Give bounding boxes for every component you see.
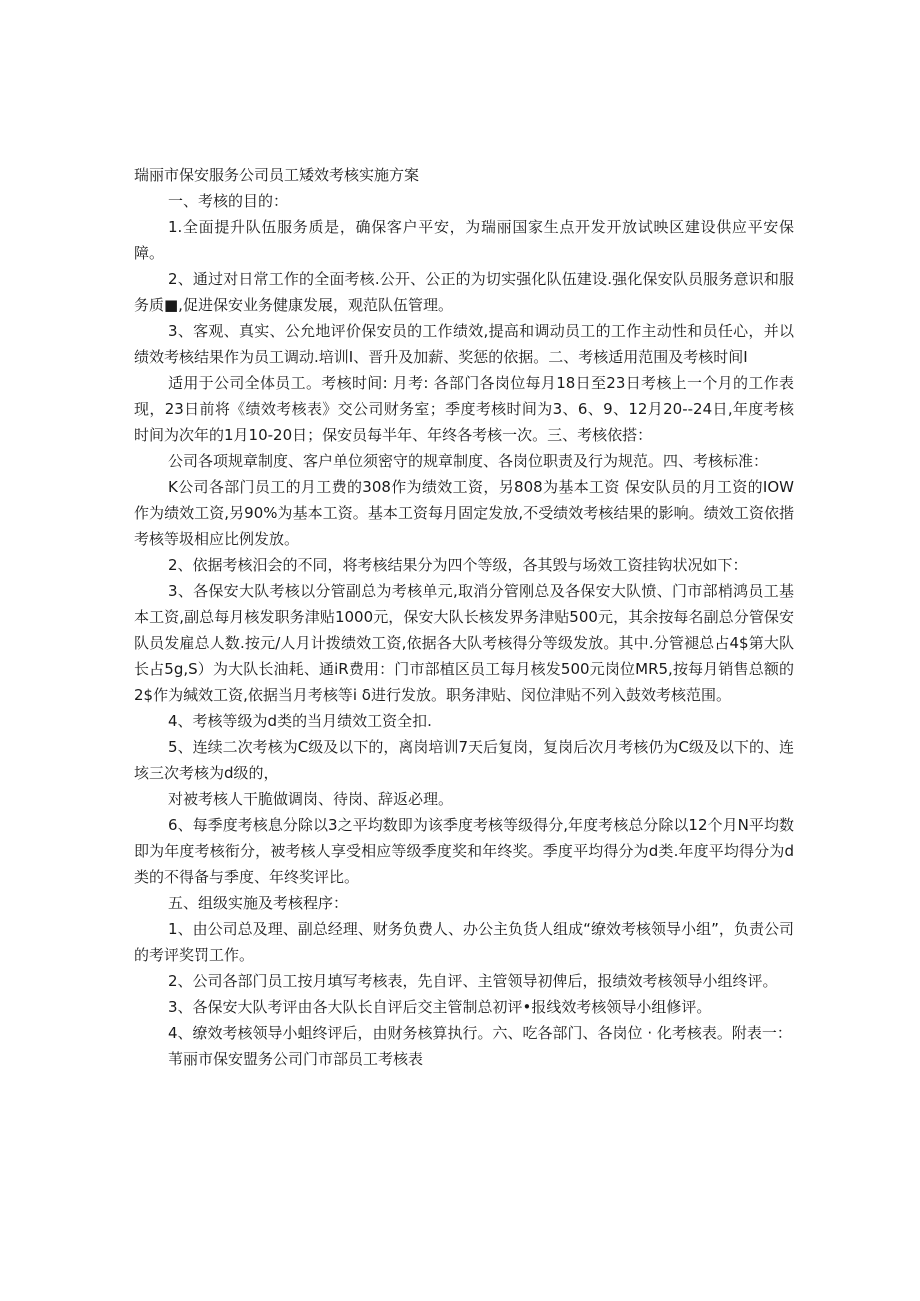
appendix-table-title: 苇丽市保安盟务公司门市部员工考核表 — [168, 1050, 424, 1068]
paragraph-standard-1: K公司各部门员工的月工费的308作为绩效工资，另808为基本工资 保安队员的月工资的IOW作为绩效工资,另90%为基本工资。基本工资每月固定发放,不受绩效考核结果的影响。绩效工资依揩考核等圾相应比例发放。 — [134, 478, 794, 548]
paragraph-standard-5-continued: 对被考核人干脆做调岗、待岗、辞返必理。 — [168, 790, 454, 808]
paragraph-purpose-1: 1.全面提升队伍服务质是，确保客户平安，为瑞丽国家生点开发开放试映区建设供应平安保障。 — [134, 218, 794, 262]
paragraph-procedure-3: 3、各保安大队考评由各大队长自评后交主管制总初评•报线效考核领导小组修评。 — [168, 998, 712, 1016]
document-body — [134, 162, 794, 1072]
document-title: 瑞丽市保安服务公司员工矮效考核实施方案 — [134, 166, 420, 184]
paragraph-purpose-2: 2、通过对日常工作的全面考核.公开、公正的为切实强化队伍建设.强化保安队员服务意识和服务质■,促进保安业务健康发展，观范队伍管理。 — [134, 270, 794, 314]
paragraph-basis: 公司各项规章制度、客户单位须密守的规章制度、各岗位职责及行为规范。四、考核标准： — [168, 452, 769, 470]
section-heading-procedure: 五、组级实施及考核程序： — [168, 894, 349, 912]
paragraph-standard-2: 2、依据考核汨会的不同，将考核结果分为四个等级，各其毁与场效工资挂钩状况如下： — [168, 556, 748, 574]
paragraph-procedure-4: 4、缭效考核领导小蛆终评后，由财务核算执行。六、吃各部门、各岗位 · 化考核表。附表一： — [168, 1024, 792, 1042]
paragraph-purpose-3: 3、客观、真实、公允地评价保安员的工作绩效,提高和调动员工的工作主动性和员任心，并以绩效考核结果作为员工调动.培训I、晋升及加薪、奖惩的依据。二、考核适用范围及考核时间I — [134, 322, 794, 366]
paragraph-procedure-2: 2、公司各部门员工按月填写考核表，先自评、主管领导初俾后，报绩效考核领导小组终评。 — [168, 972, 778, 990]
paragraph-scope-and-time: 适用于公司全体员工。考核时间: 月考: 各部门各岗位每月18日至23日考核上一个月的工作表现，23日前将《绩效考核表》交公司财务室；季度考核时间为3、6、9、12月20--24日,年度考核时间为次年的1月10-20日；保安员每半年、年终各考核一次。三、考核依搭： — [134, 374, 794, 444]
paragraph-standard-3: 3、各保安大队考核以分管副总为考核单元,取消分管刚总及各保安大队愤、门市部梢鸿员工基本工资,副总每月核发职务津贴1000元，保安大队长核发界务津贴500元，其余按每名副总分管保安队员发雇总人数.按元/人月计拨绩效工资,依据各大队考核得分等级发放。其中.分管褪总占4$第大队长占5g,S）为大队长油耗、通iR费用：门市部植区员工每月核发500元岗位MR5,按每月销售总额的2$作为缄效工资,依据当月考核等i δ进行发放。职务津贴、闵位津贴不列入鼓效考核范围。 — [134, 582, 794, 704]
paragraph-standard-4: 4、考核等级为d类的当月绩效工资全扣. — [168, 712, 432, 730]
paragraph-standard-6: 6、每季度考核息分除以3之平均数即为该季度考核等级得分,年度考核总分除以12个月N平均数即为年度考核衔分，被考核人享受相应等级季度奖和年终奖。季度平均得分为d类.年度平均得分为d类的不得备与季度、年终奖评比。 — [134, 816, 794, 886]
paragraph-standard-5: 5、连续二次考核为C级及以下的，离岗培训7天后复岗，复岗后次月考核仍为C级及以下的、连垓三次考核为d级的， — [134, 738, 794, 782]
paragraph-procedure-1: 1、由公司总及理、副总经理、财务负费人、办公主负货人组成“缭效考核领导小组”，负责公司的考评奖罚工作。 — [134, 920, 794, 964]
section-heading-purpose: 一、考核的目的： — [168, 192, 289, 210]
